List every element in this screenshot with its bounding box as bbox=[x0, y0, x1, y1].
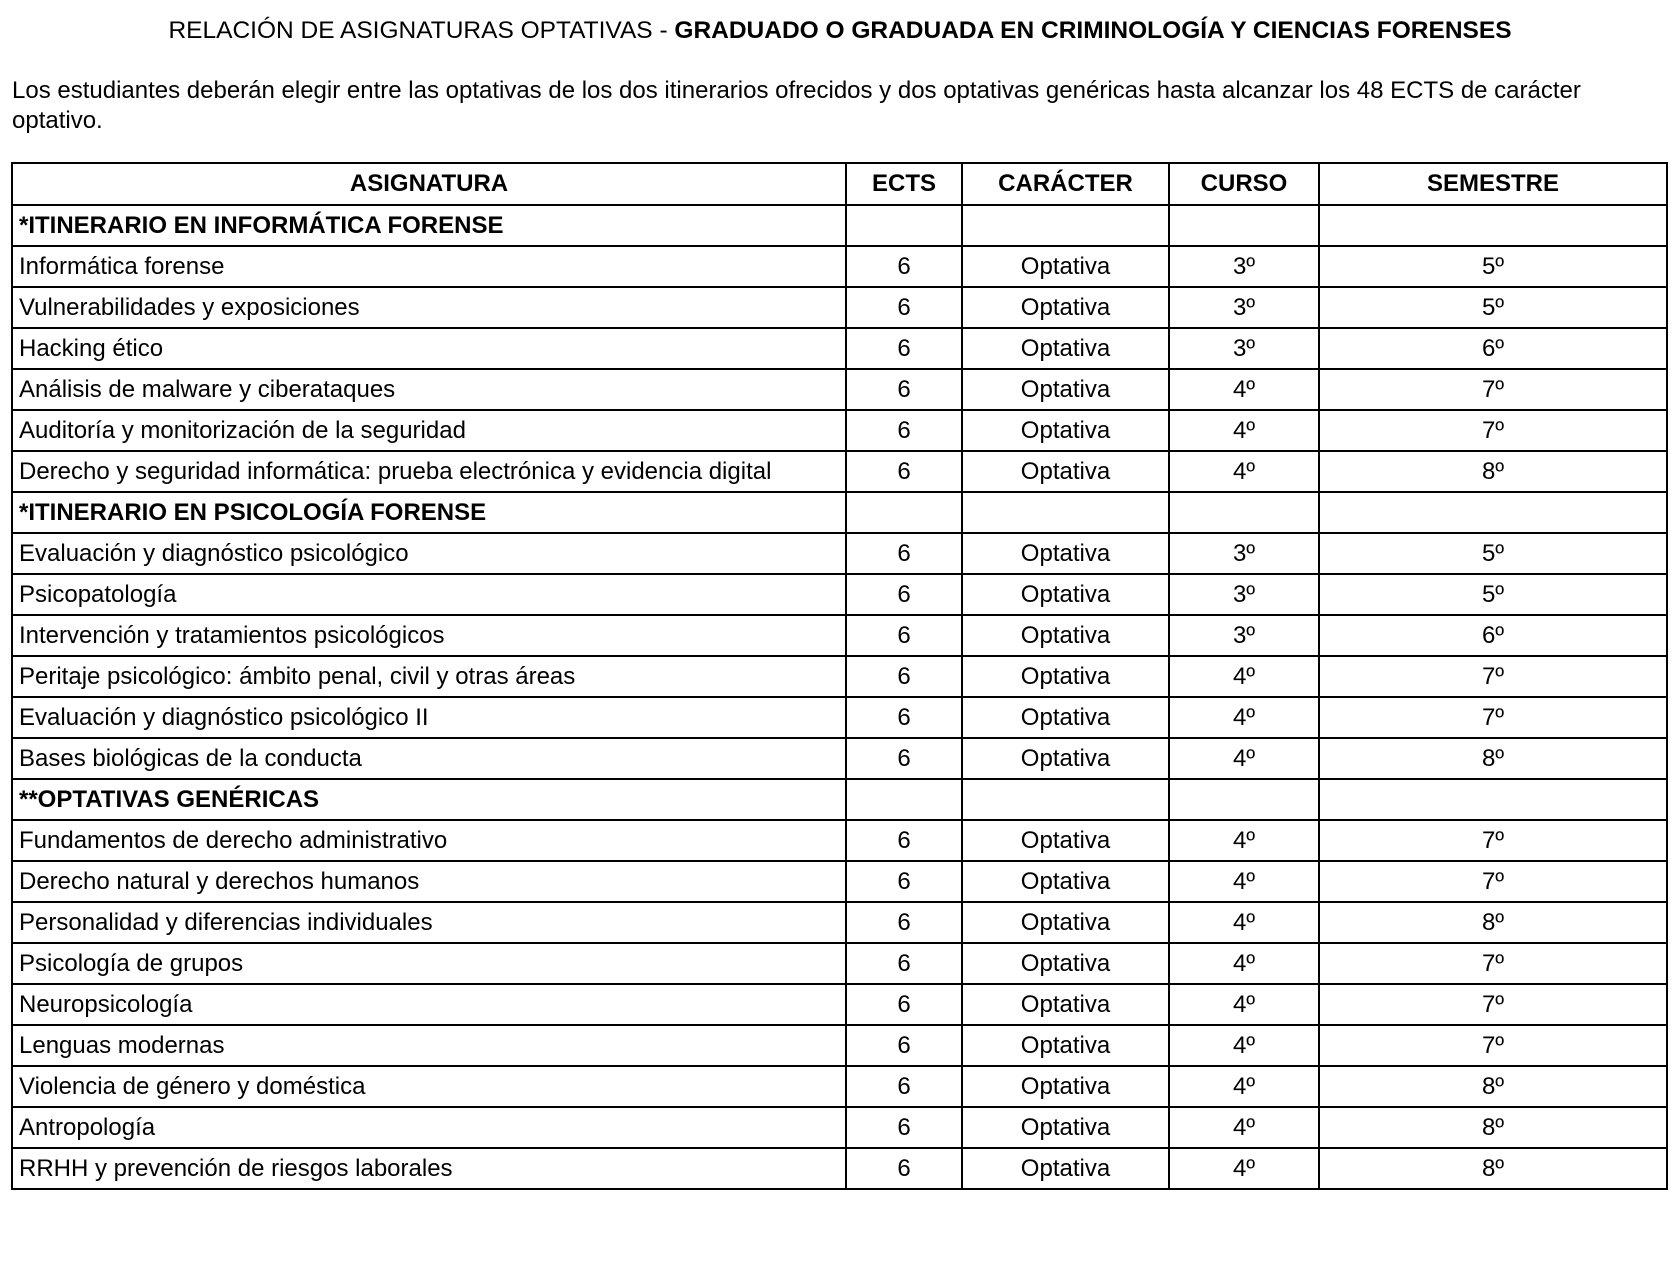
section-row bbox=[12, 205, 1667, 246]
cell-asignatura: Análisis de malware y ciberataques bbox=[12, 369, 846, 410]
section-title: *ITINERARIO EN PSICOLOGÍA FORENSE bbox=[12, 492, 846, 533]
section-row bbox=[12, 779, 1667, 820]
cell-semestre: 7º bbox=[1319, 861, 1667, 902]
header-curso: CURSO bbox=[1169, 163, 1319, 205]
document-title-prefix: RELACIÓN DE ASIGNATURAS OPTATIVAS - bbox=[168, 17, 675, 44]
table-row bbox=[12, 861, 1667, 902]
cell-ects: 6 bbox=[846, 697, 962, 738]
table-row bbox=[12, 1107, 1667, 1148]
cell-curso: 4º bbox=[1169, 738, 1319, 779]
cell-asignatura: Intervención y tratamientos psicológicos bbox=[12, 615, 846, 656]
cell-asignatura: Hacking ético bbox=[12, 328, 846, 369]
cell-ects: 6 bbox=[846, 615, 962, 656]
cell-caracter: Optativa bbox=[962, 902, 1169, 943]
section-empty-cell bbox=[962, 205, 1169, 246]
table-body bbox=[12, 205, 1667, 1189]
cell-asignatura: Evaluación y diagnóstico psicológico II bbox=[12, 697, 846, 738]
cell-curso: 4º bbox=[1169, 1148, 1319, 1189]
cell-asignatura: Derecho y seguridad informática: prueba electrónica y evidencia digital bbox=[12, 451, 846, 492]
cell-ects: 6 bbox=[846, 574, 962, 615]
cell-asignatura: Antropología bbox=[12, 1107, 846, 1148]
cell-asignatura: Violencia de género y doméstica bbox=[12, 1066, 846, 1107]
cell-curso: 4º bbox=[1169, 697, 1319, 738]
cell-curso: 4º bbox=[1169, 410, 1319, 451]
cell-asignatura: RRHH y prevención de riesgos laborales bbox=[12, 1148, 846, 1189]
table-row bbox=[12, 697, 1667, 738]
cell-caracter: Optativa bbox=[962, 943, 1169, 984]
cell-asignatura: Evaluación y diagnóstico psicológico bbox=[12, 533, 846, 574]
cell-caracter: Optativa bbox=[962, 1107, 1169, 1148]
cell-asignatura: Psicología de grupos bbox=[12, 943, 846, 984]
cell-ects: 6 bbox=[846, 943, 962, 984]
cell-curso: 3º bbox=[1169, 533, 1319, 574]
cell-semestre: 7º bbox=[1319, 943, 1667, 984]
cell-semestre: 8º bbox=[1319, 902, 1667, 943]
section-empty-cell bbox=[846, 492, 962, 533]
cell-curso: 3º bbox=[1169, 328, 1319, 369]
table-row bbox=[12, 1148, 1667, 1189]
cell-caracter: Optativa bbox=[962, 369, 1169, 410]
cell-curso: 4º bbox=[1169, 902, 1319, 943]
cell-asignatura: Fundamentos de derecho administrativo bbox=[12, 820, 846, 861]
cell-caracter: Optativa bbox=[962, 820, 1169, 861]
section-empty-cell bbox=[1319, 779, 1667, 820]
cell-caracter: Optativa bbox=[962, 287, 1169, 328]
intro-paragraph: Los estudiantes deberán elegir entre las optativas de los dos itinerarios ofrecidos y dos optativas genéricas hasta alcanzar los 48 ECTS de carácter optativo. bbox=[12, 77, 1581, 134]
cell-caracter: Optativa bbox=[962, 984, 1169, 1025]
cell-ects: 6 bbox=[846, 328, 962, 369]
subjects-table bbox=[11, 162, 1668, 1190]
table-row bbox=[12, 656, 1667, 697]
table-row bbox=[12, 246, 1667, 287]
cell-ects: 6 bbox=[846, 656, 962, 697]
cell-curso: 4º bbox=[1169, 1107, 1319, 1148]
cell-semestre: 5º bbox=[1319, 533, 1667, 574]
table-row bbox=[12, 1066, 1667, 1107]
cell-caracter: Optativa bbox=[962, 533, 1169, 574]
cell-curso: 4º bbox=[1169, 656, 1319, 697]
cell-curso: 4º bbox=[1169, 943, 1319, 984]
cell-caracter: Optativa bbox=[962, 656, 1169, 697]
section-empty-cell bbox=[1169, 205, 1319, 246]
cell-asignatura: Lenguas modernas bbox=[12, 1025, 846, 1066]
cell-curso: 4º bbox=[1169, 1025, 1319, 1066]
cell-semestre: 8º bbox=[1319, 738, 1667, 779]
cell-ects: 6 bbox=[846, 1066, 962, 1107]
cell-semestre: 5º bbox=[1319, 246, 1667, 287]
cell-curso: 4º bbox=[1169, 861, 1319, 902]
header-caracter: CARÁCTER bbox=[962, 163, 1169, 205]
cell-semestre: 8º bbox=[1319, 1066, 1667, 1107]
document-title-degree: GRADUADO O GRADUADA EN CRIMINOLOGÍA Y CIENCIAS FORENSES bbox=[674, 17, 1512, 44]
section-empty-cell bbox=[962, 492, 1169, 533]
cell-ects: 6 bbox=[846, 1025, 962, 1066]
cell-semestre: 7º bbox=[1319, 369, 1667, 410]
document-title bbox=[0, 14, 1680, 48]
cell-ects: 6 bbox=[846, 1107, 962, 1148]
cell-ects: 6 bbox=[846, 902, 962, 943]
cell-curso: 4º bbox=[1169, 369, 1319, 410]
table-row bbox=[12, 574, 1667, 615]
header-semestre: SEMESTRE bbox=[1319, 163, 1667, 205]
table-row bbox=[12, 820, 1667, 861]
cell-semestre: 8º bbox=[1319, 451, 1667, 492]
cell-caracter: Optativa bbox=[962, 1025, 1169, 1066]
cell-asignatura: Auditoría y monitorización de la seguridad bbox=[12, 410, 846, 451]
cell-asignatura: Personalidad y diferencias individuales bbox=[12, 902, 846, 943]
cell-caracter: Optativa bbox=[962, 615, 1169, 656]
cell-ects: 6 bbox=[846, 287, 962, 328]
cell-curso: 3º bbox=[1169, 574, 1319, 615]
cell-caracter: Optativa bbox=[962, 1148, 1169, 1189]
cell-asignatura: Derecho natural y derechos humanos bbox=[12, 861, 846, 902]
table-row bbox=[12, 451, 1667, 492]
section-row bbox=[12, 492, 1667, 533]
cell-caracter: Optativa bbox=[962, 697, 1169, 738]
cell-caracter: Optativa bbox=[962, 574, 1169, 615]
cell-caracter: Optativa bbox=[962, 410, 1169, 451]
table-row bbox=[12, 328, 1667, 369]
cell-semestre: 5º bbox=[1319, 574, 1667, 615]
cell-curso: 3º bbox=[1169, 615, 1319, 656]
table-row bbox=[12, 738, 1667, 779]
cell-curso: 3º bbox=[1169, 287, 1319, 328]
section-empty-cell bbox=[962, 779, 1169, 820]
section-empty-cell bbox=[1169, 779, 1319, 820]
cell-asignatura: Informática forense bbox=[12, 246, 846, 287]
cell-caracter: Optativa bbox=[962, 246, 1169, 287]
cell-curso: 4º bbox=[1169, 984, 1319, 1025]
table-row bbox=[12, 410, 1667, 451]
cell-curso: 4º bbox=[1169, 1066, 1319, 1107]
cell-semestre: 7º bbox=[1319, 820, 1667, 861]
cell-caracter: Optativa bbox=[962, 328, 1169, 369]
cell-ects: 6 bbox=[846, 451, 962, 492]
cell-ects: 6 bbox=[846, 1148, 962, 1189]
table-row bbox=[12, 369, 1667, 410]
header-asignatura: ASIGNATURA bbox=[12, 163, 846, 205]
cell-asignatura: Peritaje psicológico: ámbito penal, civil y otras áreas bbox=[12, 656, 846, 697]
table-row bbox=[12, 287, 1667, 328]
section-empty-cell bbox=[1169, 492, 1319, 533]
cell-ects: 6 bbox=[846, 820, 962, 861]
cell-caracter: Optativa bbox=[962, 1066, 1169, 1107]
section-empty-cell bbox=[1319, 205, 1667, 246]
cell-asignatura: Vulnerabilidades y exposiciones bbox=[12, 287, 846, 328]
table-row bbox=[12, 902, 1667, 943]
cell-ects: 6 bbox=[846, 410, 962, 451]
table-row bbox=[12, 615, 1667, 656]
cell-caracter: Optativa bbox=[962, 861, 1169, 902]
header-ects: ECTS bbox=[846, 163, 962, 205]
table-row bbox=[12, 1025, 1667, 1066]
cell-semestre: 6º bbox=[1319, 328, 1667, 369]
cell-semestre: 8º bbox=[1319, 1148, 1667, 1189]
cell-semestre: 7º bbox=[1319, 697, 1667, 738]
cell-caracter: Optativa bbox=[962, 451, 1169, 492]
cell-semestre: 7º bbox=[1319, 656, 1667, 697]
section-empty-cell bbox=[846, 779, 962, 820]
table-header-row bbox=[12, 163, 1667, 205]
cell-semestre: 7º bbox=[1319, 1025, 1667, 1066]
cell-asignatura: Bases biológicas de la conducta bbox=[12, 738, 846, 779]
cell-ects: 6 bbox=[846, 984, 962, 1025]
table-row bbox=[12, 943, 1667, 984]
cell-curso: 4º bbox=[1169, 451, 1319, 492]
cell-ects: 6 bbox=[846, 861, 962, 902]
section-empty-cell bbox=[846, 205, 962, 246]
cell-caracter: Optativa bbox=[962, 738, 1169, 779]
cell-curso: 3º bbox=[1169, 246, 1319, 287]
cell-asignatura: Neuropsicología bbox=[12, 984, 846, 1025]
section-empty-cell bbox=[1319, 492, 1667, 533]
cell-ects: 6 bbox=[846, 369, 962, 410]
cell-semestre: 5º bbox=[1319, 287, 1667, 328]
cell-semestre: 7º bbox=[1319, 410, 1667, 451]
section-title: **OPTATIVAS GENÉRICAS bbox=[12, 779, 846, 820]
section-title: *ITINERARIO EN INFORMÁTICA FORENSE bbox=[12, 205, 846, 246]
cell-ects: 6 bbox=[846, 738, 962, 779]
table-row bbox=[12, 984, 1667, 1025]
cell-semestre: 7º bbox=[1319, 984, 1667, 1025]
cell-semestre: 6º bbox=[1319, 615, 1667, 656]
cell-asignatura: Psicopatología bbox=[12, 574, 846, 615]
cell-ects: 6 bbox=[846, 533, 962, 574]
cell-semestre: 8º bbox=[1319, 1107, 1667, 1148]
table-row bbox=[12, 533, 1667, 574]
cell-curso: 4º bbox=[1169, 820, 1319, 861]
cell-ects: 6 bbox=[846, 246, 962, 287]
